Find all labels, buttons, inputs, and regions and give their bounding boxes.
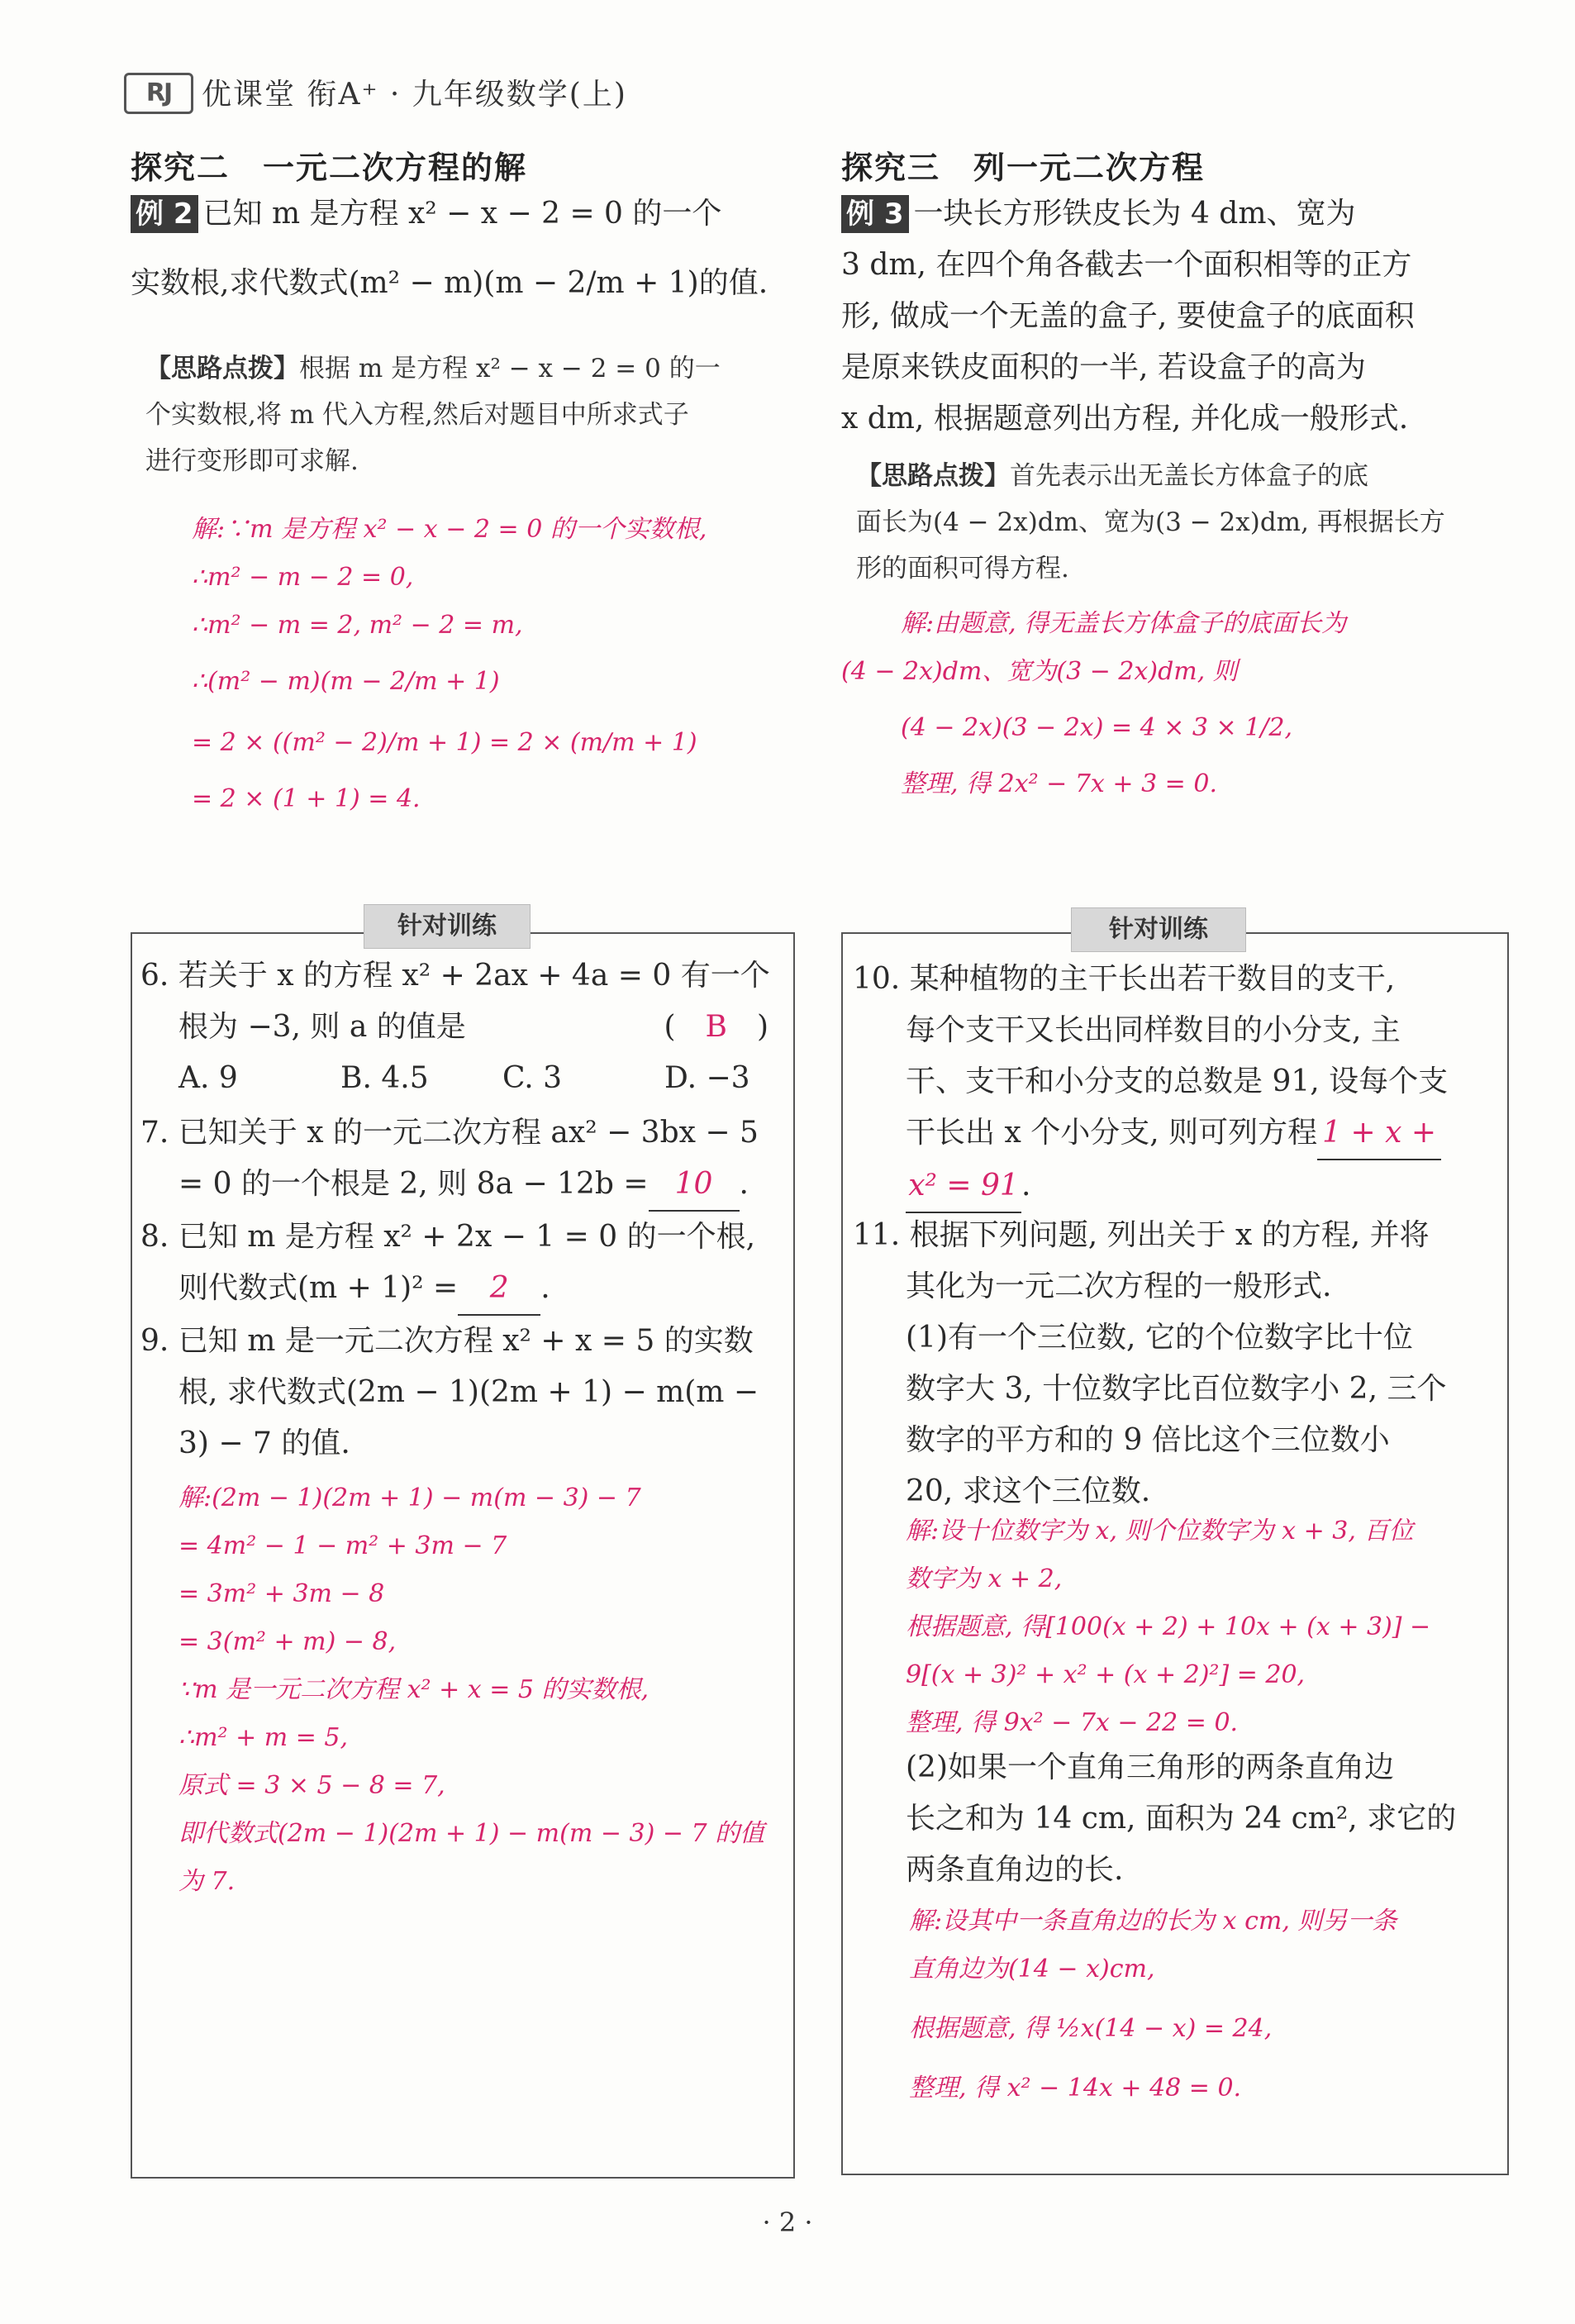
solution-line: 数字为 x + 2, xyxy=(906,1564,1063,1593)
example-line: 已知 m 是方程 x² − x − 2 = 0 的一个 xyxy=(202,197,722,231)
section-title-right: 探究三 列一元二次方程 xyxy=(841,150,1206,186)
q10-answer-part2: x² = 91 xyxy=(906,1160,1021,1213)
solution-line: 解:由题意, 得无盖长方体盒子的底面长为 xyxy=(901,609,1347,638)
q6-option-c: C. 3 xyxy=(502,1061,563,1095)
q7-line: = 0 的一个根是 2, 则 8a − 12b = xyxy=(178,1167,649,1201)
solution-left xyxy=(192,506,787,823)
q10-answer-part1: 1 + x + xyxy=(1317,1107,1441,1160)
hint-left xyxy=(145,345,782,484)
hint-line: 首先表示出无盖长方体盒子的底 xyxy=(1010,461,1368,491)
q11-p1-line: 数字大 3, 十位数字比百位数字小 2, 三个 xyxy=(906,1372,1447,1406)
example-line: x dm, 根据题意列出方程, 并化成一般形式. xyxy=(841,402,1409,436)
hint-line: 根据 m 是方程 x² − x − 2 = 0 的一 xyxy=(299,354,721,383)
solution-line: ∴m² − m = 2, m² − 2 = m, xyxy=(192,611,523,640)
hint-label: 【思路点拨】 xyxy=(856,461,1010,491)
solution-line: 整理, 得 x² − 14x + 48 = 0. xyxy=(909,2074,1242,2103)
q11-p2-line: (2)如果一个直角三角形的两条直角边 xyxy=(906,1750,1394,1784)
q6-answer: B xyxy=(705,1010,727,1044)
solution-q11-2 xyxy=(909,1898,1504,2112)
solution-line: ∵m 是一元二次方程 x² + x = 5 的实数根, xyxy=(178,1675,650,1704)
q6-option-d: D. −3 xyxy=(664,1061,750,1095)
solution-line: = 2 × ((m² − 2)/m + 1) = 2 × (m/m + 1) xyxy=(192,728,697,757)
book-title: 优课堂 衔A⁺ · 九年级数学(上) xyxy=(202,78,627,112)
section-title-left: 探究二 一元二次方程的解 xyxy=(131,150,528,186)
q9-line: 9. 已知 m 是一元二次方程 x² + x = 5 的实数 xyxy=(140,1324,754,1358)
solution-line: 原式 = 3 × 5 − 8 = 7, xyxy=(178,1771,445,1800)
q11-line: 其化为一元二次方程的一般形式. xyxy=(906,1269,1332,1303)
solution-line: 解:(2m − 1)(2m + 1) − m(m − 3) − 7 xyxy=(178,1483,641,1512)
solution-line: 根据题意, 得[100(x + 2) + 10x + (x + 3)] − xyxy=(906,1612,1431,1641)
question-9 xyxy=(140,1316,785,1469)
solution-line: 直角边为(14 − x)cm, xyxy=(909,1955,1155,1983)
question-11-part2 xyxy=(906,1742,1501,1896)
hint-line: 形的面积可得方程. xyxy=(856,554,1069,583)
q11-line: 11. 根据下列问题, 列出关于 x 的方程, 并将 xyxy=(853,1218,1430,1252)
solution-line: 整理, 得 9x² − 7x − 22 = 0. xyxy=(906,1708,1239,1737)
q10-line: 每个支干又长出同样数目的小分支, 主 xyxy=(906,1013,1401,1047)
solution-line: ∴(m² − m)(m − 2/m + 1) xyxy=(192,667,500,696)
solution-line: 整理, 得 2x² − 7x + 3 = 0. xyxy=(901,769,1217,798)
solution-line: = 4m² − 1 − m² + 3m − 7 xyxy=(178,1531,507,1560)
question-11 xyxy=(853,1210,1497,1517)
question-6 xyxy=(140,950,785,1104)
example-tag: 例 2 xyxy=(131,195,198,233)
example-line: 3 dm, 在四个角各截去一个面积相等的正方 xyxy=(841,248,1412,282)
solution-line: (4 − 2x)(3 − 2x) = 4 × 3 × 1/2, xyxy=(901,713,1293,742)
example-line: 实数根,求代数式(m² − m)(m − 2/m + 1)的值. xyxy=(131,266,768,300)
example-2 xyxy=(131,188,792,309)
q7-line: 7. 已知关于 x 的一元二次方程 ax² − 3bx − 5 xyxy=(140,1116,759,1150)
solution-line: 9[(x + 3)² + x² + (x + 2)²] = 20, xyxy=(906,1660,1306,1689)
q10-line: 10. 某种植物的主干长出若干数目的支干, xyxy=(853,962,1396,996)
example-line: 形, 做成一个无盖的盒子, 要使盒子的底面积 xyxy=(841,299,1415,333)
solution-line: 解:设十位数字为 x, 则个位数字为 x + 3, 百位 xyxy=(906,1517,1414,1545)
hint-line: 进行变形即可求解. xyxy=(145,446,359,476)
q6-answer-bracket: ( B ) xyxy=(664,1010,768,1044)
q11-p1-line: 20, 求这个三位数. xyxy=(906,1474,1151,1508)
q10-line: 干、支干和小分支的总数是 91, 设每个支 xyxy=(906,1064,1449,1098)
q11-p1-line: (1)有一个三位数, 它的个位数字比十位 xyxy=(906,1321,1413,1355)
question-8: 8. 已知 m 是方程 x² + 2x − 1 = 0 的一个根, 则代数式(m + 1)² = 2 . xyxy=(140,1212,785,1316)
q8-line: 则代数式(m + 1)² = xyxy=(178,1271,459,1305)
solution-line: ∴m² + m = 5, xyxy=(178,1723,349,1752)
hint-line: 个实数根,将 m 代入方程,然后对题目中所求式子 xyxy=(145,400,689,430)
page-number: · 2 · xyxy=(762,2207,813,2238)
training-tag-left: 针对训练 xyxy=(364,904,531,949)
question-10: 10. 某种植物的主干长出若干数目的支干, 每个支干又长出同样数目的小分支, 主 干、支干和小分支的总数是 91, 设每个支 干长出 x 个小分支, 则可列方程 1 + x + x² = 91. xyxy=(853,954,1497,1213)
solution-line: 即代数式(2m − 1)(2m + 1) − m(m − 3) − 7 的值 xyxy=(178,1819,765,1848)
q11-p2-line: 长之和为 14 cm, 面积为 24 cm², 求它的 xyxy=(906,1802,1457,1836)
solution-line: 根据题意, 得 ½x(14 − x) = 24, xyxy=(909,2014,1273,2043)
training-tag-right: 针对训练 xyxy=(1071,907,1246,952)
q6-line: 6. 若关于 x 的方程 x² + 2ax + 4a = 0 有一个 xyxy=(140,959,770,993)
solution-line: 解:∵m 是方程 x² − x − 2 = 0 的一个实数根, xyxy=(192,515,707,544)
solution-line: = 2 × (1 + 1) = 4. xyxy=(192,784,421,813)
example-line: 是原来铁皮面积的一半, 若设盒子的高为 xyxy=(841,350,1366,384)
example-tag: 例 3 xyxy=(841,195,909,233)
hint-right xyxy=(856,453,1501,592)
solution-q11-1 xyxy=(906,1507,1501,1747)
q6-line: 根为 −3, 则 a 的值是 xyxy=(178,1010,466,1044)
q6-option-a: A. 9 xyxy=(178,1061,238,1095)
q9-line: 根, 求代数式(2m − 1)(2m + 1) − m(m − xyxy=(178,1375,759,1409)
publisher-logo: RJ xyxy=(124,73,193,114)
q9-line: 3) − 7 的值. xyxy=(178,1426,350,1460)
solution-q9 xyxy=(178,1474,790,1906)
q6-option-b: B. 4.5 xyxy=(340,1061,429,1095)
q11-p1-line: 数字的平方和的 9 倍比这个三位数小 xyxy=(906,1423,1390,1457)
question-7: 7. 已知关于 x 的一元二次方程 ax² − 3bx − 5 = 0 的一个根是 2, 则 8a − 12b = 10 . xyxy=(140,1107,785,1212)
q8-answer: 2 xyxy=(458,1263,540,1316)
q11-p2-line: 两条直角边的长. xyxy=(906,1853,1124,1887)
solution-line: 为 7. xyxy=(178,1867,236,1896)
solution-right xyxy=(841,600,1512,808)
q10-line: 干长出 x 个小分支, 则可列方程 xyxy=(906,1116,1318,1150)
q8-line: 8. 已知 m 是方程 x² + 2x − 1 = 0 的一个根, xyxy=(140,1220,756,1254)
q7-answer: 10 xyxy=(649,1159,740,1212)
solution-line: (4 − 2x)dm、宽为(3 − 2x)dm, 则 xyxy=(841,657,1238,686)
example-line: 一块长方形铁皮长为 4 dm、宽为 xyxy=(913,197,1356,231)
example-3 xyxy=(841,188,1502,445)
solution-line: 解:设其中一条直角边的长为 x cm, 则另一条 xyxy=(909,1907,1397,1936)
solution-line: = 3m² + 3m − 8 xyxy=(178,1579,385,1608)
solution-line: = 3(m² + m) − 8, xyxy=(178,1627,397,1656)
hint-label: 【思路点拨】 xyxy=(145,354,299,383)
solution-line: ∴m² − m − 2 = 0, xyxy=(192,563,414,592)
hint-line: 面长为(4 − 2x)dm、宽为(3 − 2x)dm, 再根据长方 xyxy=(856,507,1445,537)
